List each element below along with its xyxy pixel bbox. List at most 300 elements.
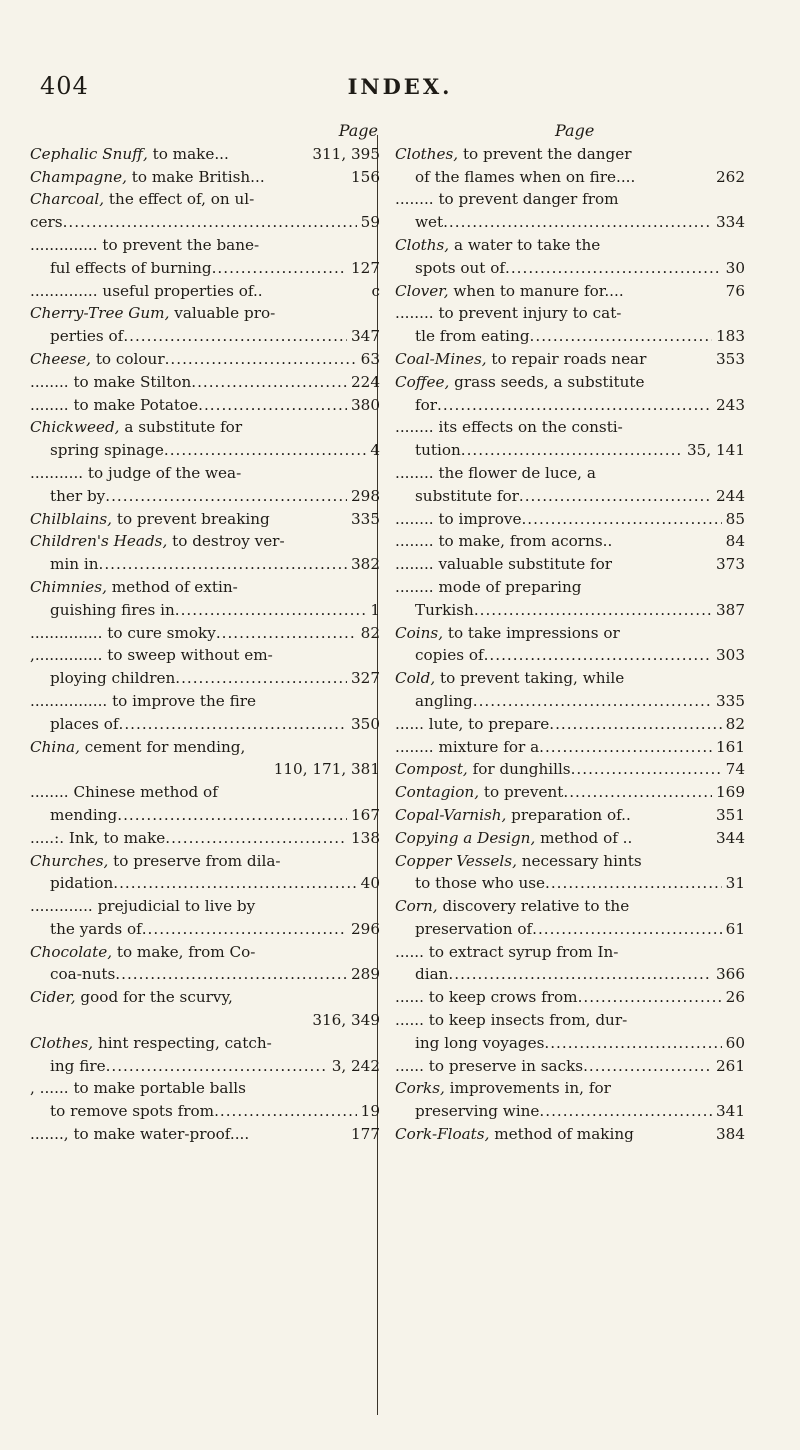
entry-text bbox=[395, 804, 712, 827]
entry-text bbox=[30, 188, 380, 211]
dot-leader bbox=[474, 599, 712, 622]
dot-leader bbox=[198, 394, 347, 417]
entry-description: good for the scurvy, bbox=[75, 988, 233, 1007]
dot-leader bbox=[212, 257, 347, 280]
index-entry bbox=[30, 257, 380, 280]
entry-text bbox=[395, 302, 745, 325]
index-entry bbox=[395, 348, 745, 371]
index-entry bbox=[30, 1009, 380, 1032]
entry-pages: 84 bbox=[725, 532, 745, 551]
entry-text bbox=[30, 371, 191, 394]
index-column-left bbox=[30, 120, 380, 1146]
entry-description: wet bbox=[415, 213, 444, 232]
entry-text bbox=[395, 416, 745, 439]
entry-headword: China, bbox=[30, 737, 80, 756]
entry-pages: 262 bbox=[716, 167, 745, 186]
entry-text bbox=[30, 986, 380, 1009]
entry-text bbox=[395, 895, 745, 918]
entry-description: preserving wine bbox=[415, 1102, 540, 1121]
entry-headword: Corks, bbox=[395, 1079, 445, 1098]
entry-description: ........ mixture for a bbox=[395, 737, 540, 756]
entry-text bbox=[50, 599, 175, 622]
entry-text bbox=[50, 872, 113, 895]
entry-description: hint respecting, catch- bbox=[93, 1033, 272, 1052]
entry-pages: 387 bbox=[716, 600, 745, 619]
entry-text bbox=[50, 1100, 214, 1123]
entry-description: tle from eating bbox=[415, 327, 530, 346]
entry-text bbox=[50, 667, 175, 690]
entry-pages: 169 bbox=[716, 783, 745, 802]
index-entry bbox=[30, 211, 380, 234]
entry-pages: 156 bbox=[351, 167, 380, 186]
entry-description: .............. to prevent the bane- bbox=[30, 235, 260, 254]
entry-headword: Cold, bbox=[395, 669, 436, 688]
entry-headword: Cloths, bbox=[395, 235, 450, 254]
index-entry bbox=[30, 622, 380, 645]
entry-pages: 30 bbox=[725, 258, 745, 277]
entry-headword: Coins, bbox=[395, 623, 444, 642]
index-entry bbox=[395, 166, 745, 189]
entry-pages: 334 bbox=[716, 213, 745, 232]
entry-pages: 85 bbox=[725, 509, 745, 528]
entry-text bbox=[395, 1077, 745, 1100]
entry-description: preservation of bbox=[415, 919, 533, 938]
entry-pages: 1 bbox=[370, 600, 380, 619]
entry-description: cement for mending, bbox=[79, 737, 246, 756]
entry-description: ............... to cure smoky bbox=[30, 623, 216, 642]
entry-headword: Copying a Design, bbox=[395, 828, 536, 847]
entry-description: substitute for bbox=[415, 486, 519, 505]
entry-description: the effect of, on ul- bbox=[104, 190, 255, 209]
entry-description: mending bbox=[50, 805, 118, 824]
entry-text bbox=[30, 416, 380, 439]
entry-text bbox=[395, 986, 578, 1009]
entry-text bbox=[415, 211, 443, 234]
index-entry bbox=[30, 462, 380, 485]
index-entry bbox=[30, 827, 380, 850]
entry-text bbox=[30, 576, 380, 599]
entry-text bbox=[395, 1009, 745, 1032]
index-entry bbox=[30, 188, 380, 211]
entry-description: discovery relative to the bbox=[437, 897, 630, 916]
entry-description: ......., to make water-proof.... bbox=[30, 1125, 250, 1144]
index-entry bbox=[395, 394, 745, 417]
index-entry bbox=[30, 576, 380, 599]
entry-description: ful effects of burning bbox=[50, 258, 212, 277]
dot-leader bbox=[563, 781, 712, 804]
entry-pages: 296 bbox=[351, 919, 380, 938]
dot-leader bbox=[519, 485, 712, 508]
index-entry bbox=[30, 530, 380, 553]
entry-text bbox=[395, 348, 712, 371]
entry-pages: 298 bbox=[351, 486, 380, 505]
entry-text bbox=[30, 1032, 380, 1055]
entry-description: ...... lute, to prepare bbox=[395, 714, 550, 733]
entry-description: places of bbox=[50, 714, 119, 733]
entry-text bbox=[30, 941, 380, 964]
index-column-right bbox=[395, 120, 745, 1146]
dot-leader bbox=[437, 394, 712, 417]
dot-leader bbox=[216, 622, 357, 645]
dot-leader bbox=[175, 667, 347, 690]
entry-headword: Copal-Varnish, bbox=[395, 805, 507, 824]
entry-pages: 35, 141 bbox=[687, 441, 745, 460]
index-entry bbox=[30, 713, 380, 736]
entry-text bbox=[30, 211, 63, 234]
index-entry bbox=[395, 622, 745, 645]
index-entry bbox=[395, 872, 745, 895]
entry-headword: Cork-Floats, bbox=[395, 1125, 490, 1144]
dot-leader bbox=[63, 211, 357, 234]
entry-text bbox=[395, 941, 745, 964]
dot-leader bbox=[539, 1100, 712, 1123]
entry-pages: 316, 349 bbox=[312, 1011, 380, 1030]
entry-pages: 382 bbox=[351, 555, 380, 574]
entry-headword: Chilblains, bbox=[30, 509, 113, 528]
index-entry bbox=[395, 1055, 745, 1078]
entry-description: ........ mode of preparing bbox=[395, 577, 582, 596]
entry-description: Turkish bbox=[415, 600, 474, 619]
dot-leader bbox=[165, 348, 357, 371]
entry-text bbox=[415, 599, 474, 622]
entry-pages: 60 bbox=[725, 1033, 745, 1052]
index-entry bbox=[30, 736, 380, 759]
entry-description: ........ to prevent injury to cat- bbox=[395, 304, 622, 323]
entry-text bbox=[30, 348, 165, 371]
index-entry bbox=[395, 462, 745, 485]
entry-text bbox=[415, 918, 532, 941]
entry-description: dian bbox=[415, 965, 449, 984]
entry-text bbox=[30, 622, 216, 645]
entry-description: a substitute for bbox=[119, 418, 243, 437]
entry-description: ........ to make Stilton bbox=[30, 372, 192, 391]
entry-description: the yards of bbox=[50, 919, 142, 938]
entry-description: .....:. Ink, to make bbox=[30, 828, 166, 847]
entry-text bbox=[50, 963, 115, 986]
dot-leader bbox=[123, 325, 347, 348]
index-entry bbox=[395, 188, 745, 211]
entry-description: coa-nuts bbox=[50, 965, 116, 984]
index-entry bbox=[395, 234, 745, 257]
index-entry bbox=[30, 348, 380, 371]
index-entry bbox=[30, 1055, 380, 1078]
entry-text bbox=[415, 485, 519, 508]
entry-description: cers bbox=[30, 213, 63, 232]
entry-text bbox=[395, 736, 539, 759]
entry-description: method of making bbox=[489, 1125, 634, 1144]
entry-description: spring spinage bbox=[50, 441, 164, 460]
index-entry bbox=[30, 986, 380, 1009]
index-entry bbox=[395, 1100, 745, 1123]
entry-description: when to manure for.... bbox=[448, 281, 624, 300]
index-entry bbox=[30, 553, 380, 576]
entry-description: ........ to make, from acorns.. bbox=[395, 532, 613, 551]
entry-description: ........... to judge of the wea- bbox=[30, 463, 242, 482]
index-entry bbox=[30, 439, 380, 462]
entry-pages: 303 bbox=[716, 646, 745, 665]
entry-description: ........ its effects on the consti- bbox=[395, 418, 623, 437]
index-entry bbox=[395, 781, 745, 804]
entry-headword: Chickweed, bbox=[30, 418, 120, 437]
page-number: 404 bbox=[40, 72, 89, 100]
entry-headword: Corn, bbox=[395, 897, 438, 916]
entry-description: to prevent bbox=[479, 783, 564, 802]
dot-leader bbox=[191, 371, 347, 394]
entry-text bbox=[395, 850, 745, 873]
dot-leader bbox=[99, 553, 347, 576]
index-entry bbox=[395, 986, 745, 1009]
entry-pages: 335 bbox=[716, 691, 745, 710]
index-entry bbox=[395, 211, 745, 234]
dot-leader bbox=[106, 1055, 328, 1078]
entry-pages: 19 bbox=[360, 1102, 380, 1121]
entry-text bbox=[50, 1055, 106, 1078]
entry-text bbox=[30, 166, 347, 189]
entry-description: to colour bbox=[91, 349, 165, 368]
entry-text bbox=[395, 553, 712, 576]
entry-description: necessary hints bbox=[516, 851, 642, 870]
index-entry bbox=[30, 963, 380, 986]
entry-description: guishing fires in bbox=[50, 600, 175, 619]
index-entry bbox=[395, 644, 745, 667]
dot-leader bbox=[545, 872, 722, 895]
entry-description: improvements in, for bbox=[444, 1079, 611, 1098]
index-entry bbox=[395, 895, 745, 918]
index-entry bbox=[395, 736, 745, 759]
page-header bbox=[40, 72, 760, 112]
page-title: INDEX. bbox=[347, 74, 453, 99]
entry-text bbox=[395, 280, 722, 303]
entry-headword: Cheese, bbox=[30, 349, 91, 368]
entry-pages: 61 bbox=[725, 919, 745, 938]
index-entry bbox=[395, 758, 745, 781]
dot-leader bbox=[214, 1100, 357, 1123]
index-entry bbox=[395, 325, 745, 348]
entry-description: to prevent breaking bbox=[112, 509, 270, 528]
entry-text bbox=[50, 713, 119, 736]
entry-description: a water to take the bbox=[449, 235, 601, 254]
entry-pages: 76 bbox=[725, 281, 745, 300]
entry-pages: 243 bbox=[716, 395, 745, 414]
entry-pages: 380 bbox=[351, 395, 380, 414]
entry-text bbox=[395, 781, 563, 804]
index-entry bbox=[30, 371, 380, 394]
index-entry bbox=[395, 918, 745, 941]
entry-text bbox=[395, 143, 745, 166]
dot-leader bbox=[115, 963, 347, 986]
entry-text bbox=[30, 280, 367, 303]
entry-pages: 183 bbox=[716, 327, 745, 346]
entry-text bbox=[395, 1055, 583, 1078]
index-entry bbox=[395, 257, 745, 280]
entry-description: spots out of bbox=[415, 258, 506, 277]
entry-text bbox=[30, 690, 380, 713]
entry-description: to make British... bbox=[126, 167, 265, 186]
entry-pages: 63 bbox=[360, 349, 380, 368]
entry-text bbox=[30, 234, 380, 257]
entry-pages: 177 bbox=[351, 1125, 380, 1144]
entry-text bbox=[30, 462, 380, 485]
dot-leader bbox=[583, 1055, 712, 1078]
index-entry bbox=[395, 530, 745, 553]
entry-description: to remove spots from bbox=[50, 1102, 215, 1121]
entry-text bbox=[30, 1077, 380, 1100]
entry-pages: 350 bbox=[351, 714, 380, 733]
entry-text bbox=[395, 758, 571, 781]
entry-text bbox=[415, 1032, 544, 1055]
entry-pages: 366 bbox=[716, 965, 745, 984]
entry-text bbox=[30, 143, 308, 166]
entry-text bbox=[395, 234, 745, 257]
entry-text bbox=[30, 895, 380, 918]
index-entry bbox=[395, 485, 745, 508]
entry-text bbox=[30, 508, 347, 531]
entry-headword: Champagne, bbox=[30, 167, 127, 186]
entry-text bbox=[30, 302, 380, 325]
index-entry bbox=[395, 667, 745, 690]
index-entry bbox=[395, 439, 745, 462]
entry-headword: Cephalic Snuff, bbox=[30, 144, 148, 163]
dot-leader bbox=[571, 758, 722, 781]
index-entry bbox=[30, 850, 380, 873]
dot-leader bbox=[505, 257, 722, 280]
index-entry bbox=[395, 1009, 745, 1032]
index-entry bbox=[395, 599, 745, 622]
entry-pages: 3, 242 bbox=[331, 1056, 380, 1075]
entry-text bbox=[395, 576, 745, 599]
entry-description: ploying children bbox=[50, 669, 176, 688]
index-entry bbox=[30, 1100, 380, 1123]
entry-text bbox=[395, 371, 745, 394]
entry-pages: 26 bbox=[725, 988, 745, 1007]
dot-leader bbox=[578, 986, 722, 1009]
entry-headword: Chocolate, bbox=[30, 942, 113, 961]
entry-pages: 127 bbox=[351, 258, 380, 277]
entry-text bbox=[415, 394, 437, 417]
dot-leader bbox=[539, 736, 712, 759]
entry-text bbox=[50, 918, 142, 941]
entry-description: to those who use bbox=[415, 874, 546, 893]
column-header: Page bbox=[338, 121, 378, 140]
entry-pages: 327 bbox=[351, 669, 380, 688]
entry-headword: Compost, bbox=[395, 760, 468, 779]
entry-pages: 261 bbox=[716, 1056, 745, 1075]
entry-text bbox=[395, 1123, 712, 1146]
entry-pages: 167 bbox=[351, 805, 380, 824]
dot-leader bbox=[544, 1032, 721, 1055]
entry-description: ........ valuable substitute for bbox=[395, 555, 613, 574]
entry-headword: Copper Vessels, bbox=[395, 851, 517, 870]
index-entry bbox=[30, 280, 380, 303]
entry-text bbox=[30, 736, 380, 759]
entry-description: for bbox=[415, 395, 438, 414]
dot-leader bbox=[117, 804, 347, 827]
dot-leader bbox=[532, 918, 722, 941]
entry-description: ing fire bbox=[50, 1056, 106, 1075]
entry-text bbox=[395, 530, 722, 553]
entry-description: to prevent the danger bbox=[458, 144, 632, 163]
index-entry bbox=[395, 553, 745, 576]
entry-description: of the flames when on fire.... bbox=[415, 167, 636, 186]
entry-description: ........ Chinese method of bbox=[30, 783, 218, 802]
entry-text bbox=[415, 644, 484, 667]
dot-leader bbox=[473, 690, 712, 713]
entry-headword: Churches, bbox=[30, 851, 109, 870]
entry-text bbox=[30, 850, 380, 873]
index-entry bbox=[395, 302, 745, 325]
entry-pages: 373 bbox=[716, 555, 745, 574]
entry-description: to destroy ver- bbox=[167, 532, 285, 551]
dot-leader bbox=[549, 713, 721, 736]
entry-description: to repair roads near bbox=[486, 349, 647, 368]
index-entry bbox=[30, 690, 380, 713]
index-entry bbox=[395, 371, 745, 394]
entry-text bbox=[50, 257, 212, 280]
entry-headword: Chimnies, bbox=[30, 577, 107, 596]
index-entry bbox=[30, 781, 380, 804]
entry-description: to take impressions or bbox=[443, 623, 620, 642]
index-entry bbox=[30, 918, 380, 941]
entry-description: ,.............. to sweep without em- bbox=[30, 646, 273, 665]
entry-description: to make... bbox=[147, 144, 229, 163]
entry-description: valuable pro- bbox=[169, 304, 276, 323]
entry-text bbox=[30, 644, 380, 667]
entry-pages: 384 bbox=[716, 1125, 745, 1144]
index-entry bbox=[395, 690, 745, 713]
entry-text bbox=[415, 166, 712, 189]
index-entry bbox=[395, 1032, 745, 1055]
index-entry bbox=[30, 644, 380, 667]
entry-description: to prevent taking, while bbox=[435, 669, 625, 688]
entry-pages: 31 bbox=[725, 874, 745, 893]
entry-pages: 4 bbox=[370, 441, 380, 460]
index-entry bbox=[395, 963, 745, 986]
entry-text bbox=[395, 667, 745, 690]
index-entry bbox=[30, 1032, 380, 1055]
entry-pages: 351 bbox=[716, 805, 745, 824]
index-entry bbox=[395, 713, 745, 736]
entry-description: grass seeds, a substitute bbox=[449, 372, 645, 391]
entry-description: ........ the flower de luce, a bbox=[395, 463, 596, 482]
index-entry bbox=[30, 895, 380, 918]
entry-description: method of .. bbox=[535, 828, 633, 847]
dot-leader bbox=[113, 872, 356, 895]
entry-pages: 289 bbox=[351, 965, 380, 984]
entry-pages: 74 bbox=[725, 760, 745, 779]
entry-text bbox=[415, 1100, 539, 1123]
entry-description: perties of bbox=[50, 327, 124, 346]
dot-leader bbox=[443, 211, 712, 234]
entry-pages: 40 bbox=[360, 874, 380, 893]
index-entry bbox=[30, 325, 380, 348]
entry-text bbox=[30, 827, 165, 850]
entry-description: .............. useful properties of.. bbox=[30, 281, 263, 300]
entry-pages: 224 bbox=[351, 372, 380, 391]
entry-pages: 244 bbox=[716, 486, 745, 505]
dot-leader bbox=[164, 439, 366, 462]
entry-description: ........ to make Potatoe bbox=[30, 395, 199, 414]
index-entry bbox=[395, 941, 745, 964]
index-entry bbox=[395, 416, 745, 439]
index-entry bbox=[30, 667, 380, 690]
entry-pages: 353 bbox=[716, 349, 745, 368]
index-entry bbox=[30, 599, 380, 622]
entry-text bbox=[415, 872, 545, 895]
index-entry bbox=[30, 1123, 380, 1146]
entry-text bbox=[395, 462, 745, 485]
entry-description: for dunghills bbox=[467, 760, 571, 779]
entry-text bbox=[30, 394, 198, 417]
